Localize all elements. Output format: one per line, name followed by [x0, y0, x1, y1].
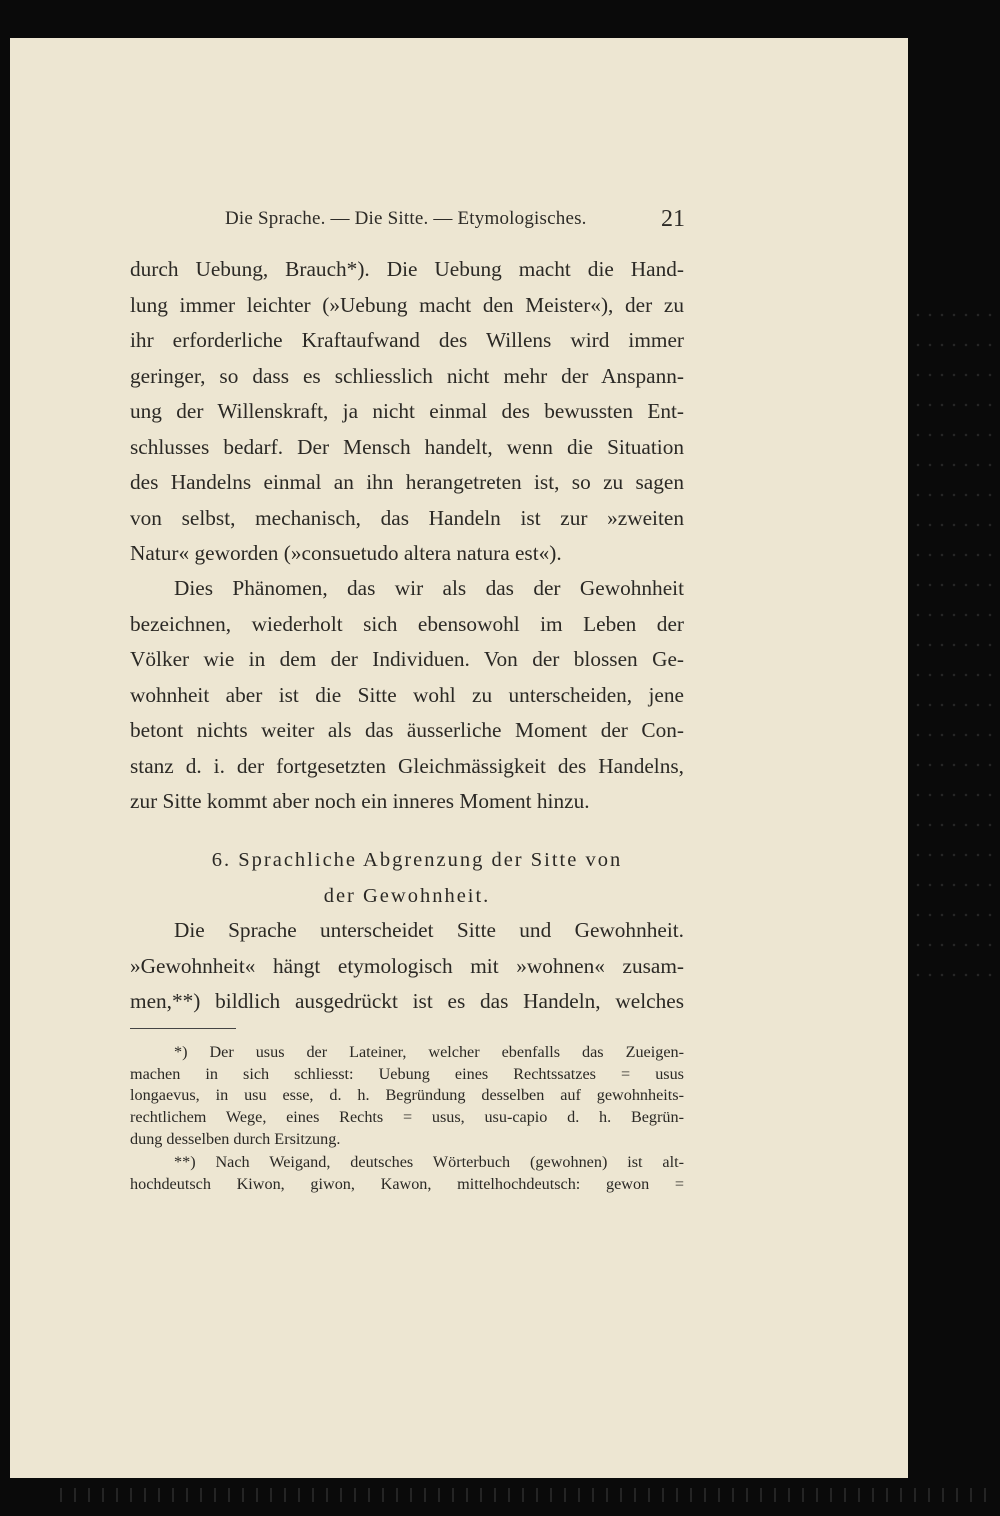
text-line: ihr erforderliche Kraftaufwand des Willens wird immer: [130, 328, 684, 352]
footnote-rule: [130, 1028, 236, 1029]
text-line: »Gewohnheit« hängt etymologisch mit »wohnen« zusam-: [130, 953, 684, 978]
text-line: Natur« geworden (»consuetudo altera natura est«).: [130, 541, 562, 565]
scan-bottom-marks: [60, 1488, 990, 1502]
text-line: des Handelns einmal an ihn herangetreten ist, so zu sagen: [130, 470, 684, 494]
section-heading: [130, 843, 684, 914]
text-line: Dies Phänomen, das wir als das der Gewohnheit: [174, 576, 684, 600]
text-line: geringer, so dass es schliesslich nicht mehr der Anspann-: [130, 363, 684, 388]
text-line: durch Uebung, Brauch*). Die Uebung macht die Hand-: [130, 257, 684, 281]
footnote-2: [130, 1152, 684, 1195]
footnote-line: *) Der usus der Lateiner, welcher ebenfalls das Zueigen-: [174, 1043, 684, 1061]
footnote-1: [130, 1042, 684, 1150]
scan-edge-marks: [912, 300, 996, 1000]
text-line: schlusses bedarf. Der Mensch handelt, wenn die Situation: [130, 434, 684, 459]
footnote-line: machen in sich schliesst: Uebung eines Rechtssatzes = usus: [130, 1064, 684, 1083]
footnote-line: rechtlichem Wege, eines Rechts = usus, usu-capio d. h. Begrün-: [130, 1108, 684, 1127]
footnote-line: longaevus, in usu esse, d. h. Begründung desselben auf gewohnheits-: [130, 1086, 684, 1105]
text-line: betont nichts weiter als das äusserliche Moment der Con-: [130, 718, 684, 742]
text-line: zur Sitte kommt aber noch ein inneres Moment hinzu.: [130, 789, 590, 813]
heading-line: 6. Sprachliche Abgrenzung der Sitte von: [211, 849, 623, 871]
text-line: ung der Willenskraft, ja nicht einmal des bewussten Ent-: [130, 399, 684, 423]
text-line: Die Sprache unterscheidet Sitte und Gewohnheit.: [174, 918, 684, 942]
page-number: 21: [661, 206, 685, 232]
paragraph-2: [130, 571, 684, 820]
text-line: stanz d. i. der fortgesetzten Gleichmässigkeit des Handelns,: [130, 753, 684, 778]
footnote-line: dung desselben durch Ersitzung.: [130, 1129, 341, 1148]
text-line: bezeichnen, wiederholt sich ebensowohl im Leben der: [130, 611, 684, 636]
paragraph-1: [130, 252, 684, 572]
running-title: Die Sprache. — Die Sitte. — Etymologisches.: [225, 208, 587, 229]
text-line: von selbst, mechanisch, das Handeln ist zur »zweiten: [130, 505, 684, 530]
footnote-line: hochdeutsch Kiwon, giwon, Kawon, mittelhochdeutsch: gewon =: [130, 1174, 684, 1193]
text-line: men,**) bildlich ausgedrückt ist es das Handeln, welches: [130, 989, 684, 1013]
running-header: [225, 206, 685, 236]
paragraph-3: [130, 913, 684, 1020]
footnote-line: **) Nach Weigand, deutsches Wörterbuch (gewohnen) ist alt-: [174, 1153, 684, 1171]
text-line: Völker wie in dem der Individuen. Von der blossen Ge-: [130, 647, 684, 671]
heading-line: der Gewohnheit.: [323, 884, 491, 907]
text-line: wohnheit aber ist die Sitte wohl zu unterscheiden, jene: [130, 682, 684, 707]
text-line: lung immer leichter (»Uebung macht den Meister«), der zu: [130, 292, 684, 317]
